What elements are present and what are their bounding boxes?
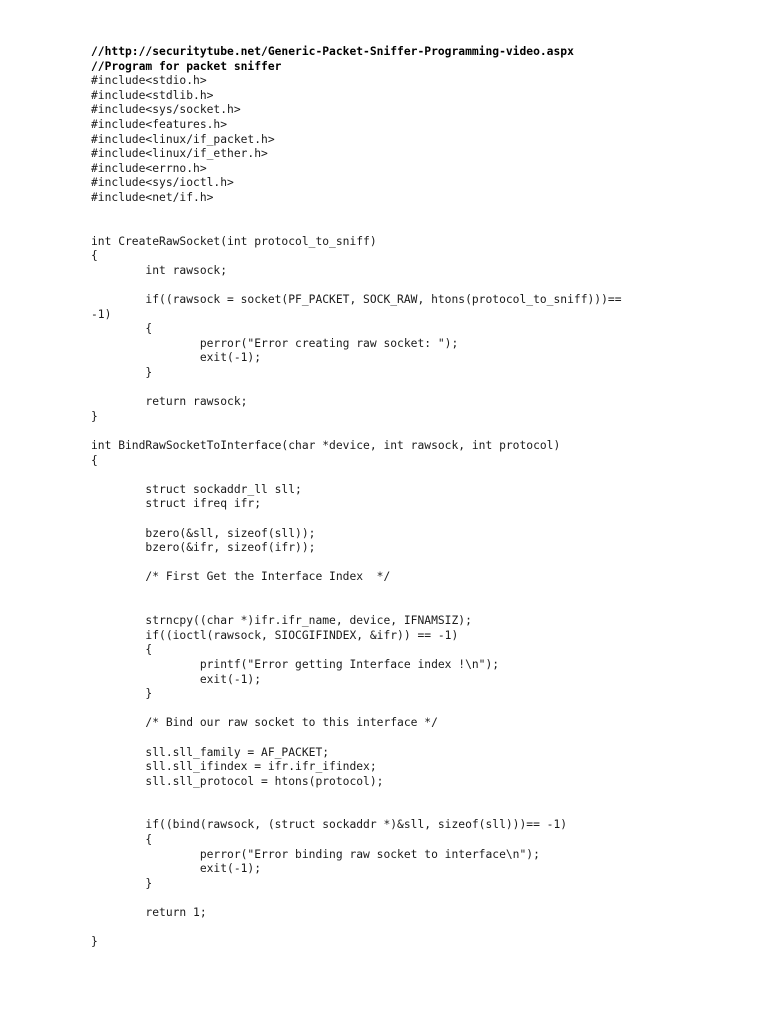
code-line: #include<errno.h>: [91, 161, 207, 175]
code-line: #include<sys/socket.h>: [91, 103, 241, 117]
source-code-listing: [91, 45, 622, 950]
code-line: [91, 512, 622, 527]
code-line: sll.sll_ifindex = ifr.ifr_ifindex;: [91, 760, 377, 774]
code-line: bzero(&ifr, sizeof(ifr));: [91, 541, 316, 555]
code-line: #include<linux/if_packet.h>: [91, 132, 275, 146]
code-line: {: [91, 453, 98, 467]
code-line: struct sockaddr_ll sll;: [91, 482, 302, 496]
code-line: #include<linux/if_ether.h>: [91, 147, 268, 161]
code-line: return rawsock;: [91, 395, 248, 409]
code-line: [91, 220, 622, 235]
code-line: bzero(&sll, sizeof(sll));: [91, 526, 316, 540]
code-line: [91, 556, 622, 571]
code-line: struct ifreq ifr;: [91, 497, 262, 511]
code-line: return 1;: [91, 906, 207, 920]
code-line: #include<sys/ioctl.h>: [91, 176, 234, 190]
code-line: {: [91, 322, 153, 336]
code-line: [91, 468, 622, 483]
code-line: [91, 279, 622, 294]
code-line: [91, 789, 622, 804]
code-line: sll.sll_protocol = htons(protocol);: [91, 774, 384, 788]
code-line: int CreateRawSocket(int protocol_to_sniff): [91, 234, 377, 248]
code-line: -1): [91, 307, 112, 321]
code-line: perror("Error binding raw socket to interface\n");: [91, 847, 540, 861]
code-line: perror("Error creating raw socket: ");: [91, 336, 459, 350]
code-line: }: [91, 876, 153, 890]
code-line: [91, 600, 622, 615]
code-line: }: [91, 687, 153, 701]
code-line: strncpy((char *)ifr.ifr_name, device, IFNAMSIZ);: [91, 614, 472, 628]
code-line: exit(-1);: [91, 862, 262, 876]
code-line: /* First Get the Interface Index */: [91, 570, 391, 584]
code-line: [91, 585, 622, 600]
code-line: {: [91, 643, 153, 657]
header-comment-title: //Program for packet sniffer: [91, 59, 282, 73]
code-line: [91, 921, 622, 936]
code-line: {: [91, 833, 153, 847]
code-line: [91, 381, 622, 396]
code-line: {: [91, 249, 98, 263]
code-line: [91, 702, 622, 717]
code-line: sll.sll_family = AF_PACKET;: [91, 745, 330, 759]
code-line: #include<stdio.h>: [91, 74, 207, 88]
code-line: [91, 206, 622, 221]
code-line: [91, 424, 622, 439]
code-line: #include<features.h>: [91, 117, 228, 131]
code-line: int BindRawSocketToInterface(char *device, int rawsock, int protocol): [91, 439, 561, 453]
code-line: [91, 891, 622, 906]
code-line: exit(-1);: [91, 672, 262, 686]
header-comment-url: //http://securitytube.net/Generic-Packet-Sniffer-Programming-video.aspx: [91, 45, 574, 58]
code-line: [91, 731, 622, 746]
code-line: int rawsock;: [91, 263, 228, 277]
code-line: }: [91, 409, 98, 423]
code-line: if((bind(rawsock, (struct sockaddr *)&sll, sizeof(sll)))== -1): [91, 818, 568, 832]
code-line: exit(-1);: [91, 351, 262, 365]
code-line: }: [91, 366, 153, 380]
code-line: #include<net/if.h>: [91, 190, 214, 204]
code-line: }: [91, 935, 98, 949]
code-line: if((rawsock = socket(PF_PACKET, SOCK_RAW, htons(protocol_to_sniff)))==: [91, 293, 622, 307]
code-line: #include<stdlib.h>: [91, 88, 214, 102]
code-line: if((ioctl(rawsock, SIOCGIFINDEX, &ifr)) == -1): [91, 628, 459, 642]
code-line: printf("Error getting Interface index !\n");: [91, 657, 500, 671]
code-line: [91, 804, 622, 819]
code-line: /* Bind our raw socket to this interface */: [91, 716, 438, 730]
